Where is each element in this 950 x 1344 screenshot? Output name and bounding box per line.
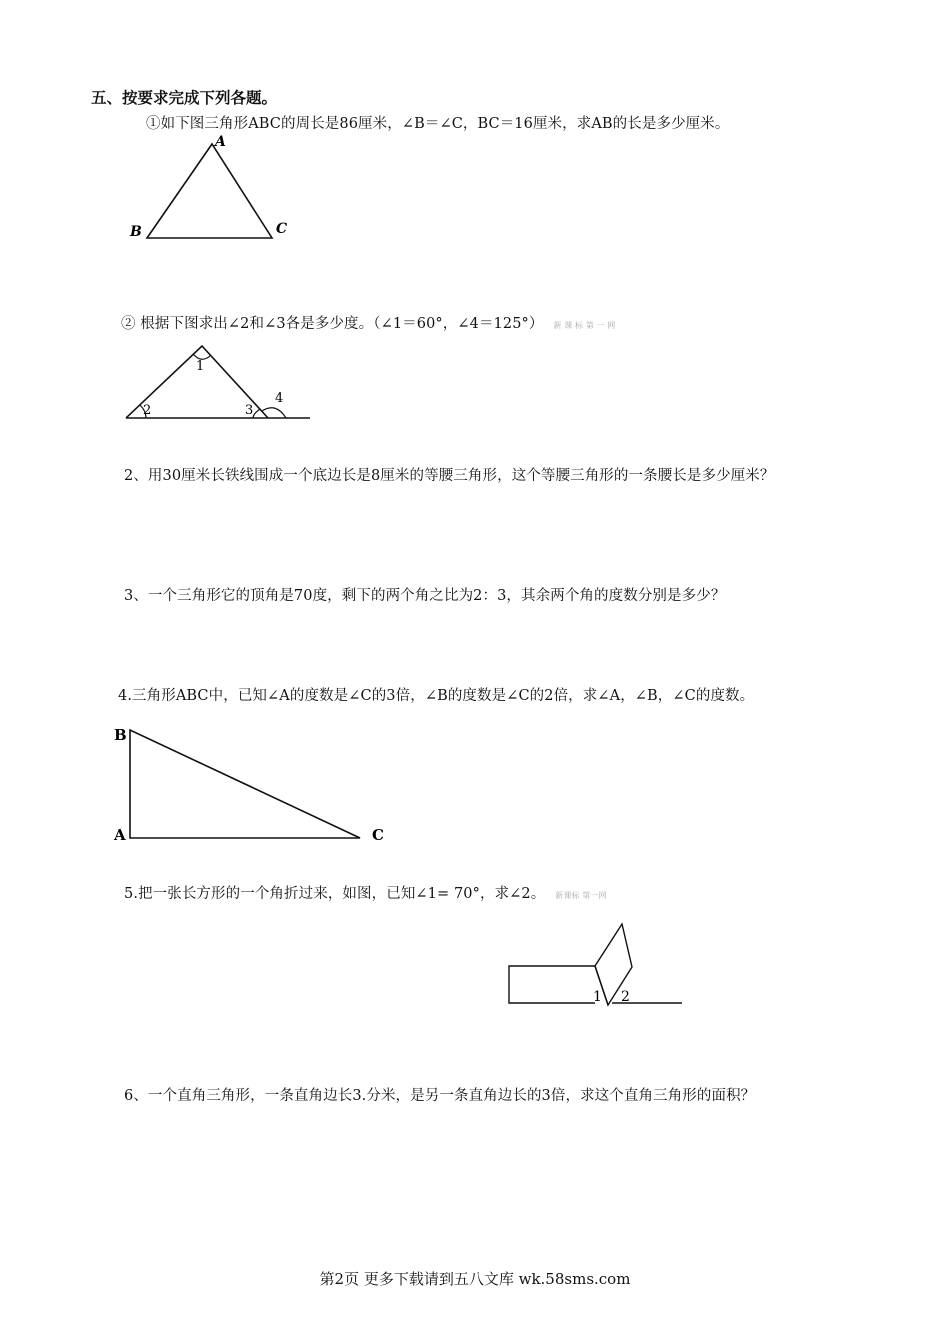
vertex-label-b: B	[130, 224, 142, 240]
problem-6-question: 5.把一张长方形的一个角折过来，如图，已知∠1= 70°，求∠2。	[124, 886, 546, 902]
vertex-label-c: C	[276, 221, 288, 237]
vertex-label-c: C	[372, 826, 384, 844]
page-footer: 第2页 更多下载请到五八文库 wk.58sms.com	[319, 1270, 631, 1288]
angle-label-4: 4	[275, 391, 284, 406]
vertex-label-a: A	[215, 134, 226, 150]
angle-label-2: 2	[621, 989, 630, 1005]
angles-triangle-figure	[120, 338, 320, 428]
rectangle-body	[509, 966, 595, 1003]
angle-label-1: 1	[593, 989, 602, 1005]
right-triangle-outline	[130, 730, 360, 838]
right-triangle-figure	[110, 718, 390, 848]
problem-5-text: 4.三角形ABC中，已知∠A的度数是∠C的3倍，∠B的度数是∠C的2倍，求∠A，∠B，∠C的度数。	[118, 688, 755, 704]
problem-4-text: 3、一个三角形它的顶角是70度，剩下的两个角之比为2：3，其余两个角的度数分别是多少？	[124, 588, 726, 604]
angle-label-3: 3	[245, 403, 254, 418]
problem-2-text	[121, 312, 615, 333]
triangle-abc-outline	[147, 144, 272, 238]
angle-label-2: 2	[143, 403, 152, 418]
triangle-abc-figure	[120, 132, 300, 247]
angle-label-1: 1	[196, 359, 205, 374]
vertex-label-b: B	[114, 726, 127, 744]
problem-6-text	[124, 882, 607, 903]
section-heading: 五、按要求完成下列各题。	[91, 89, 278, 107]
problem-3-text: 2、用30厘米长铁线围成一个底边长是8厘米的等腰三角形，这个等腰三角形的一条腰长是多少厘米？	[124, 468, 775, 484]
problem-7-text: 6、一个直角三角形，一条直角边长3.分米，是另一条直角边长的3倍，求这个直角三角形的面积？	[124, 1088, 756, 1104]
folded-rectangle-figure	[500, 915, 690, 1015]
vertex-label-a: A	[114, 826, 126, 844]
problem-1-text: ①如下图三角形ABC的周长是86厘米，∠B＝∠C，BC＝16厘米，求AB的长是多少厘米。	[146, 116, 730, 132]
watermark: 新 课 标 第 一 网	[553, 321, 616, 330]
angle-arc-3	[253, 409, 260, 418]
problem-2-question: ② 根据下图求出∠2和∠3各是多少度。（∠1＝60°，∠4＝125°）	[121, 316, 544, 332]
watermark: 新课标 第一网	[555, 891, 607, 900]
